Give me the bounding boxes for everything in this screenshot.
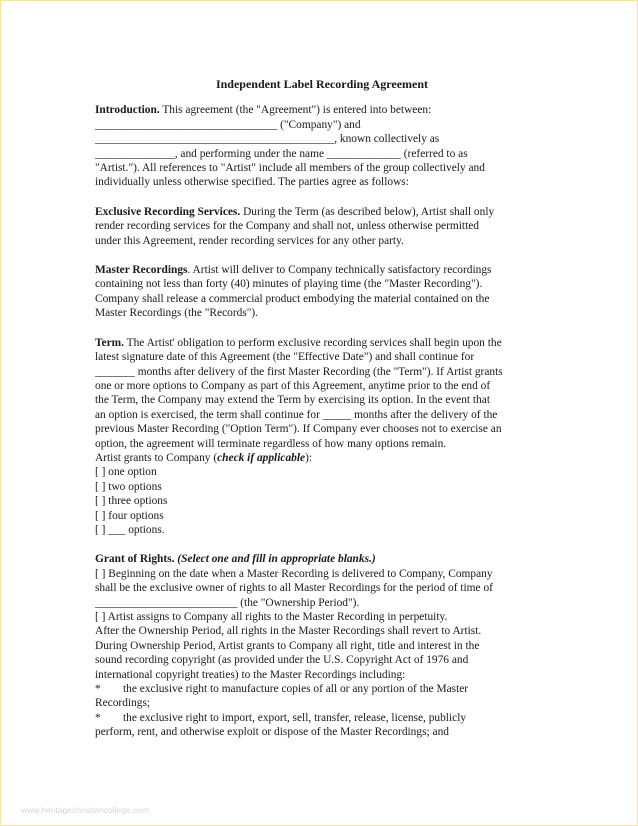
exclusive-text-1: During the Term (as described below), Artist shall only [240, 205, 495, 218]
term-grants-prefix: Artist grants to Company ( [95, 451, 218, 464]
term-line-1 [95, 336, 547, 350]
grant-bullet-1-text: the exclusive right to manufacture copies of all or any portion of the Master [123, 683, 469, 696]
exclusive-services-section [95, 205, 547, 248]
exclusive-line-2: render recording services for the Company and shall not, unless otherwise permitted [95, 220, 480, 233]
term-line-5: the Term, the Company may extend the Term by exercising its option. In the event that [95, 394, 490, 407]
term-grants-italic: check if applicable [217, 451, 306, 464]
term-grants-suffix: ): [305, 451, 313, 464]
introduction-section [95, 103, 547, 189]
intro-line-6: individually unless otherwise specified. The parties agree as follows: [95, 176, 409, 189]
bullet-marker: * [95, 711, 101, 724]
watermark-text: www.heritagechristiancollege.com [21, 805, 150, 815]
master-line-4: Master Recordings (the "Records"). [95, 307, 259, 320]
grant-line-1: [ ] Beginning on the date when a Master Recording is delivered to Company, Company [95, 567, 493, 580]
grant-heading: Grant of Rights. [95, 553, 175, 566]
exclusive-line-1 [95, 205, 547, 219]
intro-line-5: "Artist."). All references to "Artist" include all members of the group collectively and [95, 162, 485, 175]
grant-line-7: sound recording copyright (as provided under the U.S. Copyright Act of 1976 and [95, 654, 469, 667]
master-line-3: Company shall release a commercial product embodying the material contained on the [95, 292, 490, 305]
grant-line-3: _________________________ (the "Ownership Period"). [95, 596, 360, 609]
exclusive-line-3: under this Agreement, render recording services for any other party. [95, 234, 404, 247]
grant-bullet-1-line-2: Recordings; [95, 697, 151, 710]
grant-bullet-2-line-1 [95, 711, 547, 725]
intro-line-1 [95, 103, 547, 117]
grant-heading-instruction: (Select one and fill in appropriate blanks.) [174, 553, 376, 566]
master-line-2: containing not less than forty (40) minutes of playing time (the "Master Recording"). [95, 278, 483, 291]
grant-line-4: [ ] Artist assigns to Company all rights to the Master Recording in perpetuity. [95, 611, 448, 623]
bullet-marker: * [95, 683, 101, 696]
option-checkbox-custom[interactable]: [ ] ___ options. [95, 523, 165, 536]
grant-line-6: During Ownership Period, Artist grants to Company all right, title and interest in the [95, 639, 480, 652]
document-body [95, 77, 547, 740]
option-checkbox-four[interactable]: [ ] four options [95, 509, 164, 522]
intro-text-1: This agreement (the "Agreement") is entered into between: [159, 104, 432, 117]
grant-bullet-2-line-2: perform, rent, and otherwise exploit or dispose of the Master Recordings; and [95, 726, 449, 739]
intro-line-3: __________________________________________, known collectively as [95, 133, 440, 146]
term-line-3: _______ months after delivery of the first Master Recording (the "Term"). If Artist grants [95, 365, 503, 378]
grant-line-5: After the Ownership Period, all rights in the Master Recordings shall revert to Artist. [95, 625, 482, 638]
intro-heading: Introduction. [95, 104, 160, 117]
grant-line-8: international copyright treaties) to the Master Recordings including: [95, 668, 406, 681]
term-line-4: one or more options to Company as part of this Agreement, anytime prior to the end of [95, 379, 491, 392]
master-heading: Master Recordings [95, 264, 188, 277]
term-section [95, 336, 547, 538]
document-title: Independent Label Recording Agreement [215, 77, 429, 91]
term-line-2: latest signature date of this Agreement (the "Effective Date") and shall continue for [95, 351, 475, 364]
master-line-1 [95, 263, 547, 277]
grant-heading-line [95, 552, 547, 566]
master-text-1: . Artist will deliver to Company technically satisfactory recordings [187, 264, 492, 277]
option-checkbox-two[interactable]: [ ] two options [95, 480, 162, 493]
term-heading: Term. [95, 336, 124, 349]
term-grants-line [95, 451, 547, 465]
intro-line-4: ______________, and performing under the name _____________ (referred to as [95, 147, 468, 160]
exclusive-heading: Exclusive Recording Services. [95, 205, 241, 218]
term-line-7: previous Master Recording ("Option Term"). If Company ever chooses not to exercise an [95, 423, 502, 436]
grant-of-rights-section [95, 552, 547, 739]
grant-bullet-1-line-1 [95, 682, 547, 696]
option-checkbox-one[interactable]: [ ] one option [95, 466, 157, 479]
term-line-6: an option is exercised, the term shall continue for _____ months after the delivery of the [95, 408, 498, 421]
option-checkbox-three[interactable]: [ ] three options [95, 495, 168, 508]
master-recordings-section [95, 263, 547, 321]
grant-bullet-2-text: the exclusive right to import, export, sell, transfer, release, license, publicly [123, 711, 467, 724]
term-text-1: The Artist' obligation to perform exclusive recording services shall begin upon the [124, 336, 502, 349]
grant-line-2: shall be the exclusive owner of rights to all Master Recordings for the period of time of [95, 582, 493, 595]
term-line-8: option, the agreement will terminate regardless of how many options remain. [95, 437, 447, 450]
intro-line-2: ________________________________ ("Company") and [95, 118, 361, 131]
